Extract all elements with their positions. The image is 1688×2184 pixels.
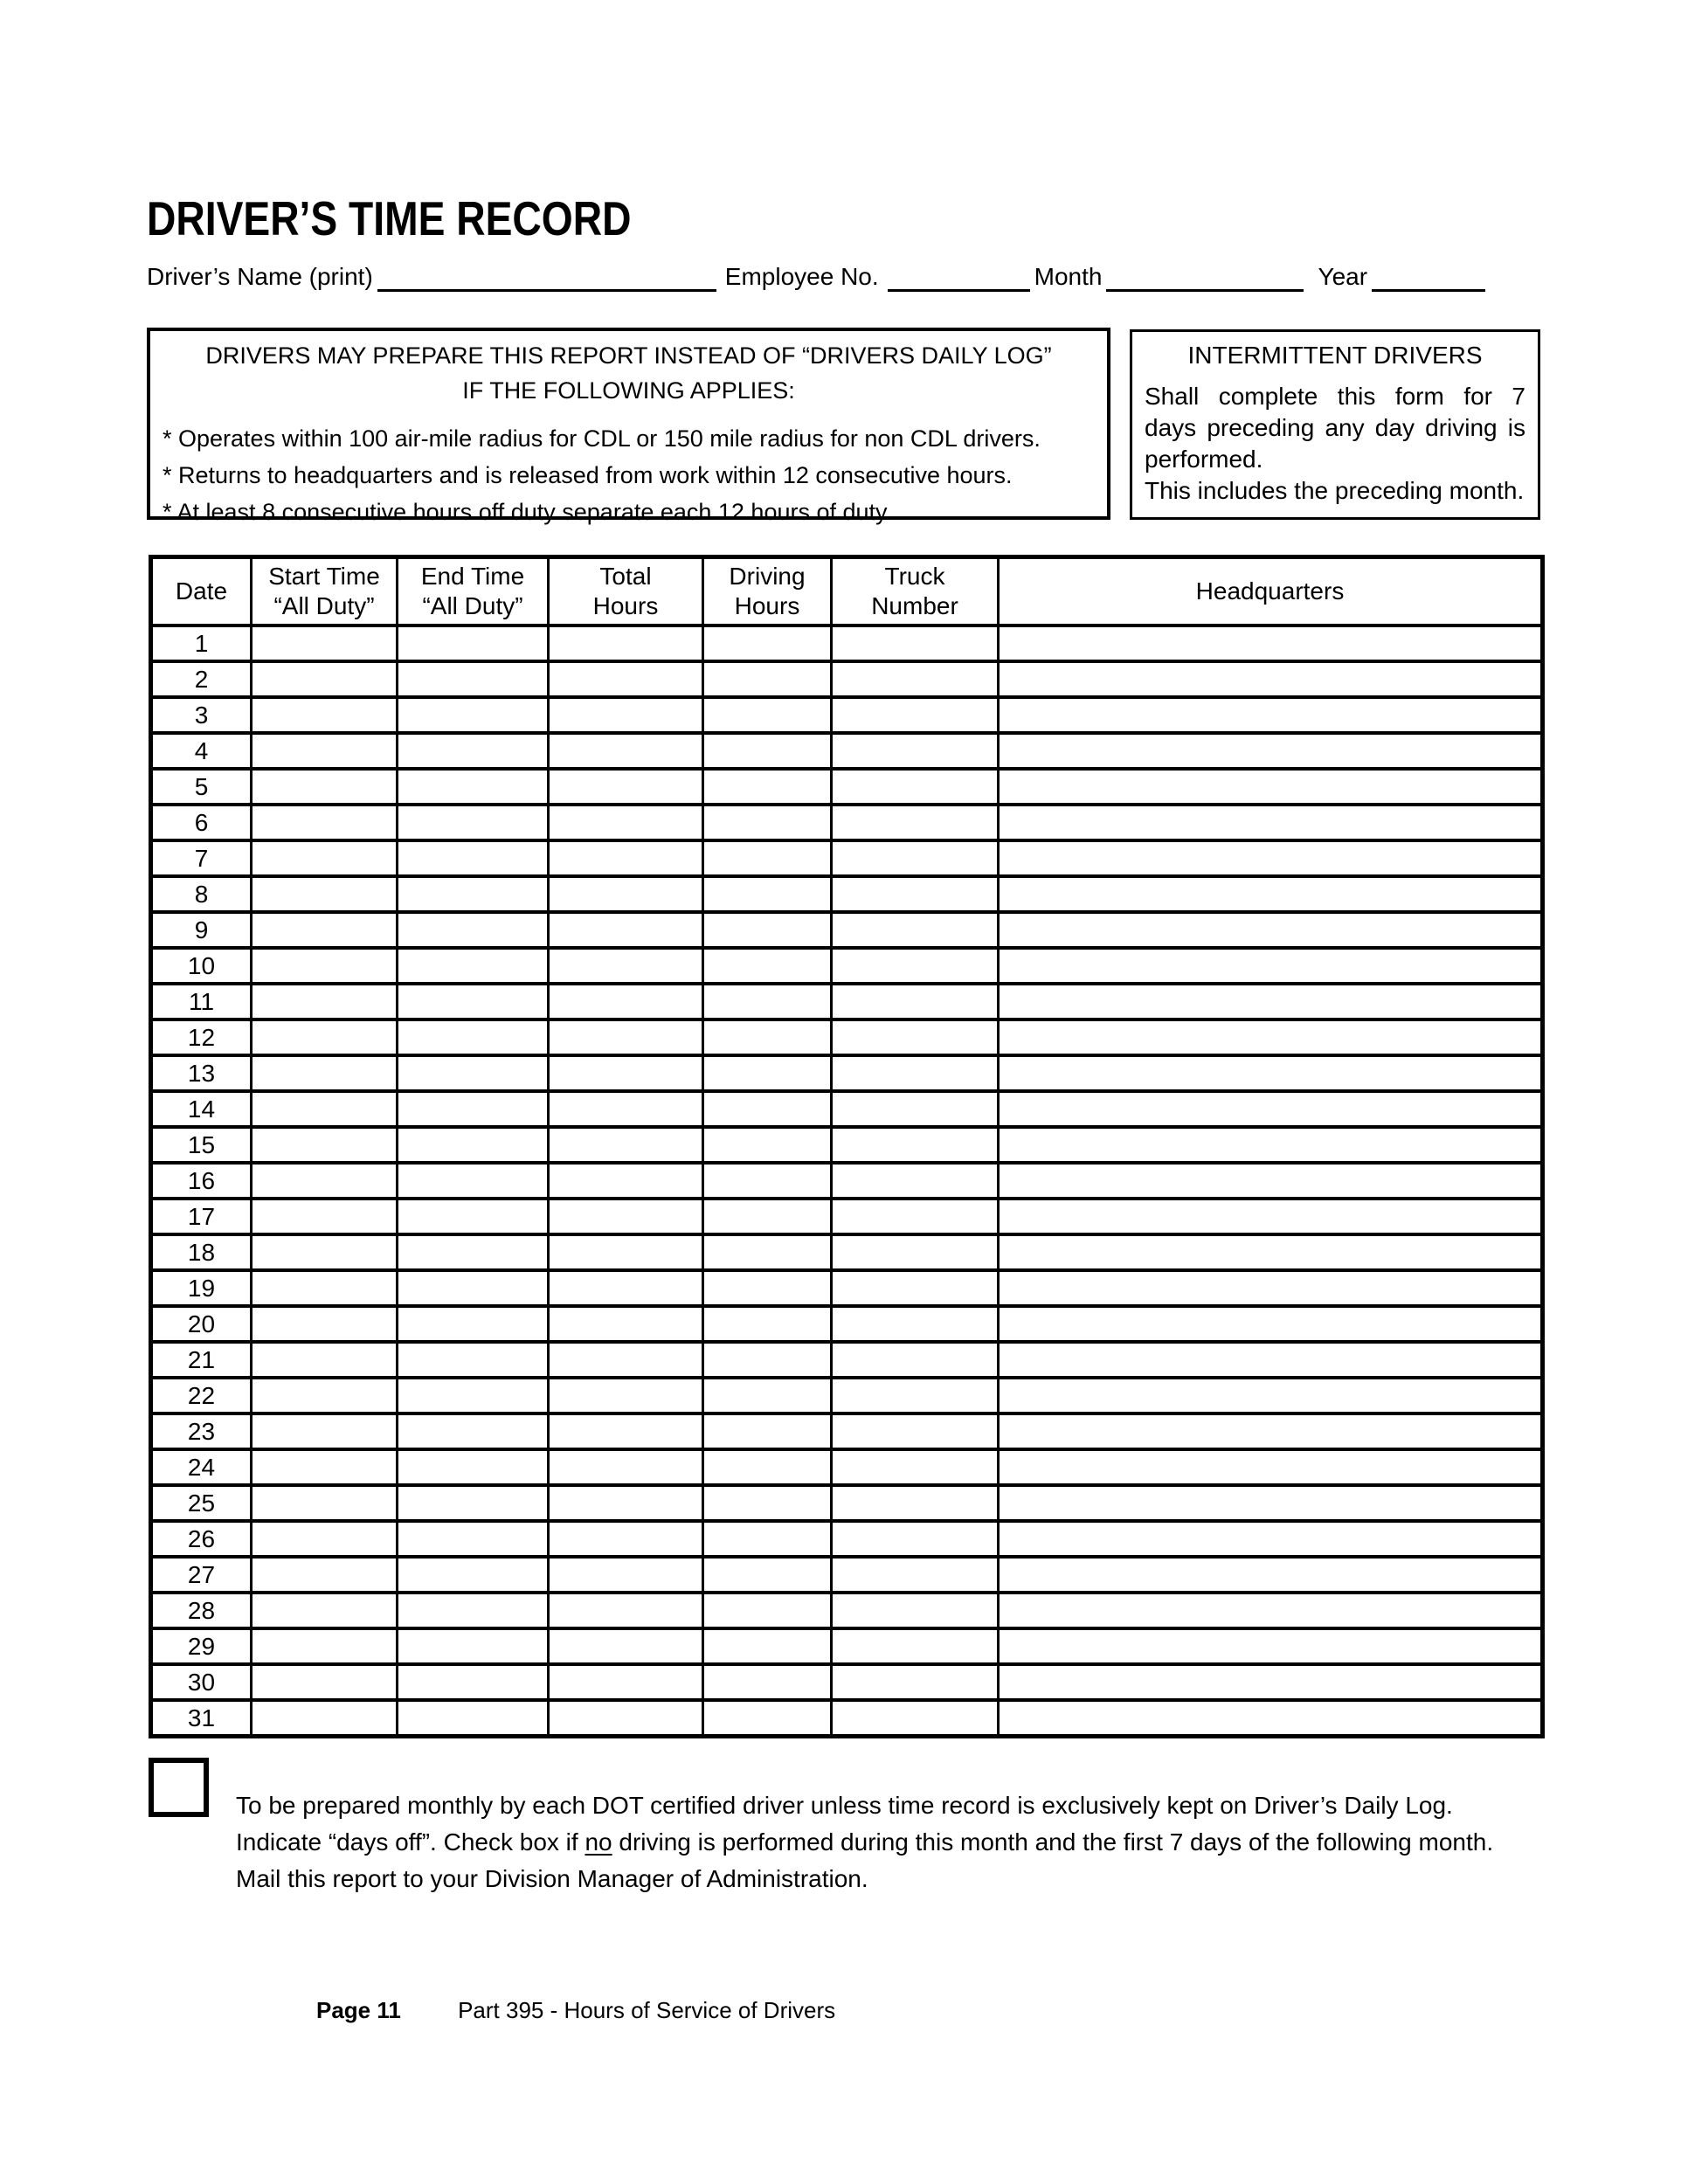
- table-row: [151, 805, 1543, 840]
- entry-cell[interactable]: [549, 1521, 703, 1557]
- entry-cell[interactable]: [252, 1485, 398, 1521]
- entry-cell[interactable]: [832, 1234, 999, 1270]
- condition-item-1: * Operates within 100 air-mile radius for CDL or 150 mile radius for non CDL drivers.: [163, 425, 1041, 452]
- entry-cell[interactable]: [398, 1127, 549, 1163]
- entry-cell[interactable]: [999, 625, 1543, 661]
- entry-cell[interactable]: [703, 1270, 832, 1306]
- entry-cell[interactable]: [252, 1593, 398, 1628]
- entry-cell[interactable]: [999, 733, 1543, 769]
- entry-cell[interactable]: [398, 948, 549, 984]
- entry-cell[interactable]: [832, 661, 999, 697]
- entry-cell[interactable]: [703, 1234, 832, 1270]
- entry-cell[interactable]: [252, 733, 398, 769]
- entry-cell[interactable]: [703, 1485, 832, 1521]
- date-cell: 19: [151, 1270, 252, 1306]
- entry-cell[interactable]: [398, 1234, 549, 1270]
- entry-cell[interactable]: [703, 984, 832, 1019]
- date-cell: 14: [151, 1091, 252, 1127]
- entry-cell[interactable]: [999, 1127, 1543, 1163]
- entry-cell[interactable]: [832, 733, 999, 769]
- entry-cell[interactable]: [549, 1199, 703, 1234]
- entry-cell[interactable]: [703, 697, 832, 733]
- entry-cell[interactable]: [549, 1342, 703, 1378]
- entry-cell[interactable]: [252, 805, 398, 840]
- entry-cell[interactable]: [999, 1199, 1543, 1234]
- table-row: [151, 1628, 1543, 1664]
- driver-name-blank[interactable]: [377, 263, 716, 292]
- entry-cell[interactable]: [549, 661, 703, 697]
- entry-cell[interactable]: [703, 1342, 832, 1378]
- date-cell: 21: [151, 1342, 252, 1378]
- conditions-heading-line2: IF THE FOLLOWING APPLIES:: [462, 377, 795, 404]
- year-label: Year: [1318, 263, 1368, 290]
- col-header-total-hours: Total Hours: [549, 557, 703, 626]
- entry-cell[interactable]: [398, 1378, 549, 1413]
- table-row: [151, 661, 1543, 697]
- entry-cell[interactable]: [999, 1055, 1543, 1091]
- table-row: [151, 1163, 1543, 1199]
- entry-cell[interactable]: [832, 1700, 999, 1737]
- footnote-underlined-no: no: [585, 1828, 612, 1856]
- date-cell: 4: [151, 733, 252, 769]
- table-row: [151, 1378, 1543, 1413]
- date-cell: 5: [151, 769, 252, 805]
- entry-cell[interactable]: [252, 1628, 398, 1664]
- entry-cell[interactable]: [703, 1664, 832, 1700]
- entry-cell[interactable]: [832, 1521, 999, 1557]
- table-row: [151, 840, 1543, 876]
- entry-cell[interactable]: [999, 805, 1543, 840]
- table-row: [151, 1557, 1543, 1593]
- entry-cell[interactable]: [398, 1306, 549, 1342]
- date-cell: 16: [151, 1163, 252, 1199]
- date-cell: 12: [151, 1019, 252, 1055]
- table-body: [151, 625, 1543, 1737]
- entry-cell[interactable]: [832, 1378, 999, 1413]
- report-conditions-box: [147, 328, 1110, 525]
- entry-cell[interactable]: [999, 1234, 1543, 1270]
- entry-cell[interactable]: [703, 1378, 832, 1413]
- entry-cell[interactable]: [999, 1593, 1543, 1628]
- page-title: DRIVER’S TIME RECORD: [147, 191, 632, 245]
- entry-cell[interactable]: [832, 840, 999, 876]
- entry-cell[interactable]: [398, 1413, 549, 1449]
- entry-cell[interactable]: [398, 1521, 549, 1557]
- date-cell: 13: [151, 1055, 252, 1091]
- entry-cell[interactable]: [999, 1270, 1543, 1306]
- footnote-line2-before: Indicate “days off”. Check box if: [236, 1828, 585, 1856]
- entry-cell[interactable]: [549, 984, 703, 1019]
- date-cell: 20: [151, 1306, 252, 1342]
- entry-cell[interactable]: [703, 1163, 832, 1199]
- entry-cell[interactable]: [703, 948, 832, 984]
- entry-cell[interactable]: [549, 805, 703, 840]
- entry-cell[interactable]: [832, 1163, 999, 1199]
- entry-cell[interactable]: [832, 697, 999, 733]
- entry-cell[interactable]: [832, 1270, 999, 1306]
- entry-cell[interactable]: [252, 1521, 398, 1557]
- entry-cell[interactable]: [398, 733, 549, 769]
- entry-cell[interactable]: [999, 1413, 1543, 1449]
- entry-cell[interactable]: [999, 697, 1543, 733]
- entry-cell[interactable]: [832, 1306, 999, 1342]
- entry-cell[interactable]: [832, 984, 999, 1019]
- date-cell: 22: [151, 1378, 252, 1413]
- month-label: Month: [1034, 263, 1103, 290]
- part-reference: Part 395 - Hours of Service of Drivers: [458, 1997, 836, 2023]
- entry-cell[interactable]: [252, 1413, 398, 1449]
- entry-cell[interactable]: [999, 1091, 1543, 1127]
- entry-cell[interactable]: [398, 1270, 549, 1306]
- entry-cell[interactable]: [703, 1593, 832, 1628]
- page-number: Page 11: [316, 1997, 401, 2023]
- entry-cell[interactable]: [398, 840, 549, 876]
- entry-cell[interactable]: [999, 1485, 1543, 1521]
- entry-cell[interactable]: [549, 1628, 703, 1664]
- table-row: [151, 1449, 1543, 1485]
- intermittent-text-line2: days preceding any day driving is: [1145, 414, 1525, 441]
- entry-cell[interactable]: [832, 876, 999, 912]
- entry-cell[interactable]: [398, 1485, 549, 1521]
- entry-cell[interactable]: [832, 912, 999, 948]
- entry-cell[interactable]: [252, 697, 398, 733]
- date-cell: 11: [151, 984, 252, 1019]
- entry-cell[interactable]: [832, 1055, 999, 1091]
- date-cell: 28: [151, 1593, 252, 1628]
- entry-cell[interactable]: [252, 1664, 398, 1700]
- entry-cell[interactable]: [703, 912, 832, 948]
- date-cell: 15: [151, 1127, 252, 1163]
- entry-cell[interactable]: [703, 1628, 832, 1664]
- entry-cell[interactable]: [999, 840, 1543, 876]
- entry-cell[interactable]: [549, 769, 703, 805]
- table-row: [151, 1593, 1543, 1628]
- entry-cell[interactable]: [252, 876, 398, 912]
- entry-cell[interactable]: [703, 1413, 832, 1449]
- table-row: [151, 697, 1543, 733]
- entry-cell[interactable]: [398, 805, 549, 840]
- entry-cell[interactable]: [252, 1199, 398, 1234]
- entry-cell[interactable]: [252, 1019, 398, 1055]
- intermittent-drivers-heading: INTERMITTENT DRIVERS: [1187, 342, 1483, 369]
- col-header-headquarters: Headquarters: [999, 557, 1543, 626]
- entry-cell[interactable]: [549, 840, 703, 876]
- employee-no-blank[interactable]: [888, 263, 1030, 292]
- footnote-line3: Mail this report to your Division Manager of Administration.: [236, 1865, 868, 1892]
- entry-cell[interactable]: [999, 1019, 1543, 1055]
- date-cell: 17: [151, 1199, 252, 1234]
- intermittent-text-line1: Shall complete this form for 7: [1145, 383, 1525, 410]
- entry-cell[interactable]: [549, 1055, 703, 1091]
- date-cell: 2: [151, 661, 252, 697]
- entry-cell[interactable]: [999, 1557, 1543, 1593]
- date-cell: 10: [151, 948, 252, 984]
- entry-cell[interactable]: [549, 1163, 703, 1199]
- entry-cell[interactable]: [398, 876, 549, 912]
- entry-cell[interactable]: [832, 1091, 999, 1127]
- entry-cell[interactable]: [398, 769, 549, 805]
- entry-cell[interactable]: [832, 1019, 999, 1055]
- header-fields-line: [147, 262, 1485, 292]
- year-blank[interactable]: [1372, 263, 1485, 292]
- entry-cell[interactable]: [549, 1664, 703, 1700]
- table-row: [151, 625, 1543, 661]
- entry-cell[interactable]: [703, 1557, 832, 1593]
- driver-name-label: Driver’s Name (print): [147, 263, 373, 290]
- entry-cell[interactable]: [549, 1378, 703, 1413]
- date-cell: 23: [151, 1413, 252, 1449]
- intermittent-text-line3: performed.: [1145, 446, 1263, 473]
- condition-item-2: * Returns to headquarters and is released from work within 12 consecutive hours.: [163, 462, 1013, 488]
- date-cell: 30: [151, 1664, 252, 1700]
- intermittent-drivers-box: [1130, 329, 1540, 520]
- entry-cell[interactable]: [252, 1234, 398, 1270]
- table-row: [151, 733, 1543, 769]
- entry-cell[interactable]: [252, 769, 398, 805]
- entry-cell[interactable]: [832, 1449, 999, 1485]
- entry-cell[interactable]: [252, 661, 398, 697]
- entry-cell[interactable]: [252, 1557, 398, 1593]
- entry-cell[interactable]: [252, 1378, 398, 1413]
- entry-cell[interactable]: [252, 1270, 398, 1306]
- date-cell: 29: [151, 1628, 252, 1664]
- entry-cell[interactable]: [832, 625, 999, 661]
- month-blank[interactable]: [1106, 263, 1304, 292]
- footnote: [236, 1787, 1564, 1897]
- date-cell: 26: [151, 1521, 252, 1557]
- entry-cell[interactable]: [252, 912, 398, 948]
- entry-cell[interactable]: [252, 1091, 398, 1127]
- entry-cell[interactable]: [703, 1449, 832, 1485]
- entry-cell[interactable]: [703, 1127, 832, 1163]
- entry-cell[interactable]: [252, 1700, 398, 1737]
- table-row: [151, 1413, 1543, 1449]
- entry-cell[interactable]: [549, 1413, 703, 1449]
- entry-cell[interactable]: [549, 1270, 703, 1306]
- entry-cell[interactable]: [703, 1700, 832, 1737]
- entry-cell[interactable]: [398, 1628, 549, 1664]
- table-row: [151, 1234, 1543, 1270]
- date-cell: 18: [151, 1234, 252, 1270]
- conditions-heading-line1: DRIVERS MAY PREPARE THIS REPORT INSTEAD OF “DRIVERS DAILY LOG”: [205, 342, 1052, 369]
- entry-cell[interactable]: [549, 912, 703, 948]
- col-header-driving-hours: Driving Hours: [703, 557, 832, 626]
- date-cell: 24: [151, 1449, 252, 1485]
- entry-cell[interactable]: [398, 1593, 549, 1628]
- entry-cell[interactable]: [999, 912, 1543, 948]
- date-cell: 27: [151, 1557, 252, 1593]
- table-row: [151, 1700, 1543, 1737]
- date-cell: 9: [151, 912, 252, 948]
- entry-cell[interactable]: [999, 1521, 1543, 1557]
- entry-cell[interactable]: [703, 840, 832, 876]
- entry-cell[interactable]: [549, 876, 703, 912]
- entry-cell[interactable]: [832, 1485, 999, 1521]
- entry-cell[interactable]: [832, 1199, 999, 1234]
- entry-cell[interactable]: [549, 1485, 703, 1521]
- date-cell: 8: [151, 876, 252, 912]
- entry-cell[interactable]: [703, 805, 832, 840]
- entry-cell[interactable]: [549, 1449, 703, 1485]
- date-cell: 7: [151, 840, 252, 876]
- entry-cell[interactable]: [549, 1019, 703, 1055]
- table-row: [151, 1306, 1543, 1342]
- footnote-line2-after: driving is performed during this month and the first 7 days of the following month.: [612, 1828, 1494, 1856]
- table-row: [151, 984, 1543, 1019]
- table-row: [151, 1342, 1543, 1378]
- entry-cell[interactable]: [252, 1055, 398, 1091]
- entry-cell[interactable]: [252, 840, 398, 876]
- table-row: [151, 1199, 1543, 1234]
- table-row: [151, 1019, 1543, 1055]
- entry-cell[interactable]: [549, 1557, 703, 1593]
- entry-cell[interactable]: [398, 1342, 549, 1378]
- entry-cell[interactable]: [999, 1628, 1543, 1664]
- intermittent-text-line4: This includes the preceding month.: [1145, 477, 1525, 504]
- footnote-line2: [236, 1824, 1564, 1861]
- employee-no-label: Employee No.: [724, 263, 879, 290]
- table-row: [151, 876, 1543, 912]
- entry-cell[interactable]: [832, 1342, 999, 1378]
- col-header-date: Date: [151, 557, 252, 626]
- entry-cell[interactable]: [703, 1055, 832, 1091]
- entry-cell[interactable]: [398, 1449, 549, 1485]
- entry-cell[interactable]: [703, 1199, 832, 1234]
- entry-cell[interactable]: [832, 805, 999, 840]
- table-header-row: [151, 557, 1543, 626]
- date-cell: 31: [151, 1700, 252, 1737]
- entry-cell[interactable]: [549, 1700, 703, 1737]
- entry-cell[interactable]: [549, 625, 703, 661]
- entry-cell[interactable]: [703, 1019, 832, 1055]
- entry-cell[interactable]: [832, 948, 999, 984]
- entry-cell[interactable]: [398, 625, 549, 661]
- table-row: [151, 1270, 1543, 1306]
- entry-cell[interactable]: [703, 661, 832, 697]
- entry-cell[interactable]: [252, 1306, 398, 1342]
- entry-cell[interactable]: [832, 769, 999, 805]
- table-row: [151, 1521, 1543, 1557]
- entry-cell[interactable]: [703, 1306, 832, 1342]
- entry-cell[interactable]: [703, 1521, 832, 1557]
- time-record-table: [149, 555, 1545, 1738]
- date-cell: 6: [151, 805, 252, 840]
- entry-cell[interactable]: [999, 984, 1543, 1019]
- entry-cell[interactable]: [252, 1127, 398, 1163]
- entry-cell[interactable]: [398, 1019, 549, 1055]
- entry-cell[interactable]: [252, 1163, 398, 1199]
- intermittent-drivers-text: [1132, 381, 1538, 507]
- table-row: [151, 1091, 1543, 1127]
- entry-cell[interactable]: [999, 1700, 1543, 1737]
- entry-cell[interactable]: [832, 1628, 999, 1664]
- entry-cell[interactable]: [549, 948, 703, 984]
- entry-cell[interactable]: [398, 1055, 549, 1091]
- entry-cell[interactable]: [252, 984, 398, 1019]
- table-row: [151, 769, 1543, 805]
- entry-cell[interactable]: [398, 661, 549, 697]
- col-header-end-time: End Time “All Duty”: [398, 557, 549, 626]
- entry-cell[interactable]: [549, 733, 703, 769]
- table-row: [151, 1127, 1543, 1163]
- entry-cell[interactable]: [999, 1163, 1543, 1199]
- table-row: [151, 1485, 1543, 1521]
- entry-cell[interactable]: [703, 733, 832, 769]
- entry-cell[interactable]: [549, 1127, 703, 1163]
- entry-cell[interactable]: [252, 948, 398, 984]
- condition-item-3: * At least 8 consecutive hours off duty separate each 12 hours of duty.: [163, 499, 893, 525]
- date-cell: 1: [151, 625, 252, 661]
- entry-cell[interactable]: [999, 1449, 1543, 1485]
- entry-cell[interactable]: [398, 984, 549, 1019]
- entry-cell[interactable]: [999, 661, 1543, 697]
- entry-cell[interactable]: [549, 1234, 703, 1270]
- days-off-checkbox[interactable]: [149, 1758, 209, 1817]
- entry-cell[interactable]: [832, 1593, 999, 1628]
- date-cell: 3: [151, 697, 252, 733]
- table-row: [151, 1055, 1543, 1091]
- entry-cell[interactable]: [398, 912, 549, 948]
- entry-cell[interactable]: [252, 1449, 398, 1485]
- entry-cell[interactable]: [999, 948, 1543, 984]
- entry-cell[interactable]: [999, 1342, 1543, 1378]
- entry-cell[interactable]: [703, 876, 832, 912]
- entry-cell[interactable]: [398, 1163, 549, 1199]
- conditions-list: [150, 420, 1107, 530]
- date-cell: 25: [151, 1485, 252, 1521]
- col-header-truck-number: Truck Number: [832, 557, 999, 626]
- entry-cell[interactable]: [999, 876, 1543, 912]
- entry-cell[interactable]: [398, 697, 549, 733]
- entry-cell[interactable]: [549, 1091, 703, 1127]
- entry-cell[interactable]: [398, 1199, 549, 1234]
- page-footer: [316, 1997, 835, 2024]
- entry-cell[interactable]: [703, 1091, 832, 1127]
- entry-cell[interactable]: [398, 1091, 549, 1127]
- entry-cell[interactable]: [832, 1664, 999, 1700]
- entry-cell[interactable]: [832, 1557, 999, 1593]
- entry-cell[interactable]: [398, 1557, 549, 1593]
- entry-cell[interactable]: [832, 1413, 999, 1449]
- table-row: [151, 912, 1543, 948]
- entry-cell[interactable]: [252, 1342, 398, 1378]
- entry-cell[interactable]: [398, 1700, 549, 1737]
- entry-cell[interactable]: [549, 1593, 703, 1628]
- entry-cell[interactable]: [832, 1127, 999, 1163]
- table-row: [151, 1664, 1543, 1700]
- entry-cell[interactable]: [703, 625, 832, 661]
- entry-cell[interactable]: [549, 697, 703, 733]
- table-row: [151, 948, 1543, 984]
- entry-cell[interactable]: [999, 1306, 1543, 1342]
- entry-cell[interactable]: [549, 1306, 703, 1342]
- entry-cell[interactable]: [999, 1664, 1543, 1700]
- entry-cell[interactable]: [999, 769, 1543, 805]
- entry-cell[interactable]: [703, 769, 832, 805]
- col-header-start-time: Start Time “All Duty”: [252, 557, 398, 626]
- entry-cell[interactable]: [999, 1378, 1543, 1413]
- footnote-line1: To be prepared monthly by each DOT certified driver unless time record is exclusively kept on Driver’s Daily Log.: [236, 1792, 1453, 1819]
- entry-cell[interactable]: [398, 1664, 549, 1700]
- entry-cell[interactable]: [252, 625, 398, 661]
